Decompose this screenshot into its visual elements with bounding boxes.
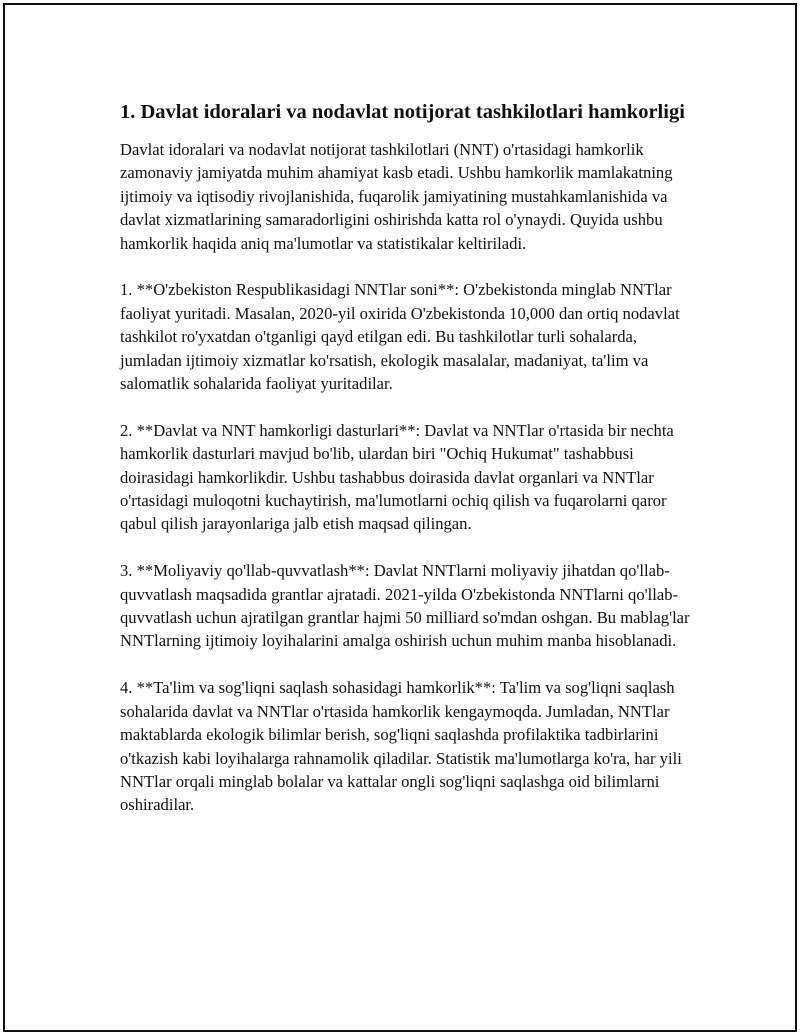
paragraph-education-health: 4. **Ta'lim va sog'liqni saqlash sohasidagi hamkorlik**: Ta'lim va sog'liqni saqlash sohalarida davlat va NNTlar o'rtasida hamkorlik kengaymoqda. Jumladan, NNTlar maktablarda ekologik bilimlar berish, sog'liqni saqlashda profilaktika tadbirlarini o'tkazish kabi loyihalarga rahnamolik qiladilar. Statistik ma'lumotlarga ko'ra, har yili NNTlar orqali minglab bolalar va kattalar ongli sog'liqni saqlashga oid bilimlarni oshiradilar. bbox=[120, 678, 682, 815]
document-body bbox=[120, 98, 695, 840]
intro-paragraph: Davlat idoralari va nodavlat notijorat tashkilotlari (NNT) o'rtasidagi hamkorlik zamonaviy jamiyatda muhim ahamiyat kasb etadi. Ushbu hamkorlik mamlakatning ijtimoiy va iqtisodiy rivojlanishida, fuqarolik jamiyatining mustahkamlanishida va davlat xizmatlarining samaradorligini oshirishda katta rol o'ynaydi. Quyida ushbu hamkorlik haqida aniq ma'lumotlar va statistikalar keltiriladi. bbox=[120, 140, 673, 253]
page-frame bbox=[3, 3, 797, 1032]
paragraph-cooperation-programs: 2. **Davlat va NNT hamkorligi dasturlari**: Davlat va NNTlar o'rtasida bir nechta hamkorlik dasturlari mavjud bo'lib, ulardan biri "Ochiq Hukumat" tashabbusi doirasidagi hamkorlikdir. Ushbu tashabbus doirasida davlat organlari va NNTlar o'rtasidagi muloqotni kuchaytirish, ma'lumotlarni ochiq qilish va fuqarolarni qaror qabul qilish jarayonlariga jalb etish maqsad qilingan. bbox=[120, 420, 674, 534]
paragraph-ngo-count: 1. **O'zbekiston Respublikasidagi NNTlar soni**: O'zbekistonda minglab NNTlar faoliyat yuritadi. Masalan, 2020-yil oxirida O'zbekistonda 10,000 dan ortiq nodavlat tashkilot ro'yxatdan o'tganligi qayd etilgan edi. Bu tashkilotlar turli sohalarda, jumladan ijtimoiy xizmatlar ko'rsatish, ekologik masalalar, madaniyat, ta'lim va salomatlik sohalarida faoliyat yuritadilar. bbox=[120, 280, 680, 394]
paragraph-financial-support: 3. **Moliyaviy qo'llab-quvvatlash**: Davlat NNTlarni moliyaviy jihatdan qo'llab-quvvatlash maqsadida grantlar ajratadi. 2021-yilda O'zbekistonda NNTlarni qo'llab-quvvatlash uchun ajratilgan grantlar hajmi 50 milliard so'mdan oshgan. Bu mablag'lar NNTlarning ijtimoiy loyihalarini amalga oshirish uchun muhim manba hisoblanadi. bbox=[120, 561, 690, 651]
section-heading: 1. Davlat idoralari va nodavlat notijorat tashkilotlari hamkorligi bbox=[120, 101, 685, 123]
